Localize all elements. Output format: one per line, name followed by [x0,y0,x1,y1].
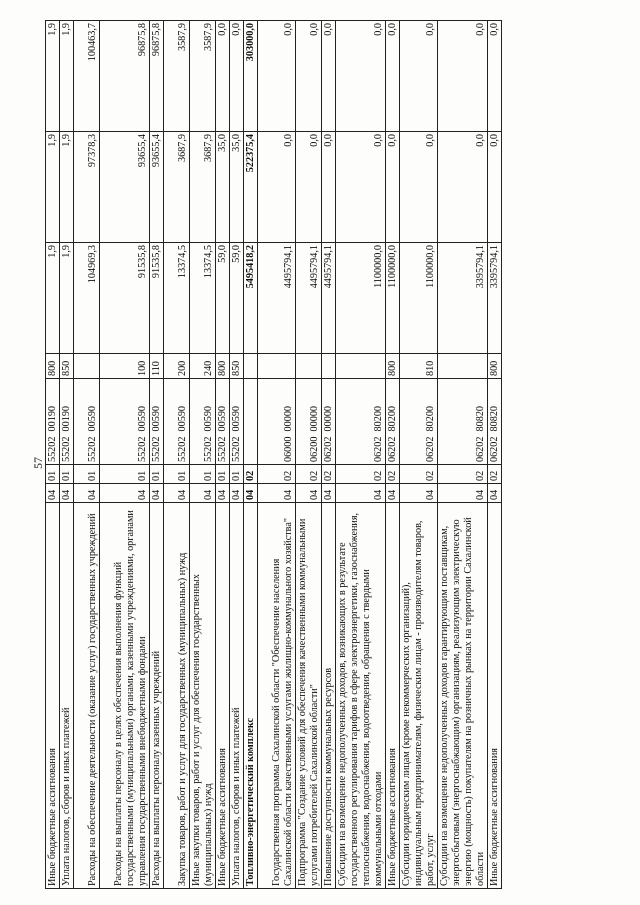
target-article-code-part-2: 00590 [231,405,242,432]
amount-year-3: 0,0 [488,21,502,132]
amount-year-1: 91535,8 [150,243,164,354]
amount-year-2: 522375,4 [244,132,258,243]
target-article-code [216,379,230,465]
expense-type-code: 810 [400,354,438,379]
expense-type-code: 850 [230,354,244,379]
amount-year-3: 96875,8 [150,21,164,132]
amount-year-3: 0,0 [258,21,296,132]
table-row [296,21,322,889]
amount-year-3: 0,0 [296,21,322,132]
amount-year-1: 104969,3 [74,243,100,354]
amount-year-3: 0,0 [230,21,244,132]
target-article-code-part-1: 06202 [387,436,398,462]
podrazdel-code: 01 [60,465,74,484]
table-row [230,21,244,889]
row-name: Топливно-энергетический комплекс [244,503,258,889]
podrazdel-code: 01 [150,465,164,484]
amount-year-2: 3687,9 [164,132,190,243]
razdel-code: 04 [322,484,336,503]
row-name: Субсидии на возмещение недополученных доходов гарантирующим поставщикам, энергосбытовым (энергоснабжающим) организациям, реализующим электрическую энергию (мощность) покупателям на розничных рынках на территории Сахалинской области [438,503,488,889]
amount-year-3: 0,0 [322,21,336,132]
target-article-code-part-1: 06202 [425,436,436,462]
row-name: Повышение доступности коммунальных ресурсов [322,503,336,889]
amount-year-2: 0,0 [488,132,502,243]
razdel-code: 04 [216,484,230,503]
razdel-code: 04 [336,484,386,503]
razdel-code: 04 [258,484,296,503]
target-article-code [336,379,386,465]
podrazdel-code: 01 [216,465,230,484]
target-article-code [100,379,150,465]
table-row [386,21,400,889]
podrazdel-code: 01 [164,465,190,484]
target-article-code [438,379,488,465]
target-article-code-part-1: 55202 [47,436,58,462]
target-article-code [74,379,100,465]
row-name: Расходы на выплаты персоналу в целях обеспечения выполнения функций государственными (муниципальными) органами, казенными учреждениями, органами управления государственными внебюджетными фондами [100,503,150,889]
podrazdel-code: 01 [190,465,216,484]
table-row [244,21,258,889]
amount-year-3: 0,0 [336,21,386,132]
row-name: Расходы на обеспечение деятельности (оказание услуг) государственных учреждений [74,503,100,889]
target-article-code-part-2: 00000 [323,405,334,432]
row-name: Закупка товаров, работ и услуг для государственных (муниципальных) нужд [164,503,190,889]
target-article-code-part-2: 00000 [283,405,294,432]
razdel-code: 04 [386,484,400,503]
row-name: Расходы на выплаты персоналу казенных учреждений [150,503,164,889]
expense-type-code [74,354,100,379]
amount-year-1: 1,9 [46,243,60,354]
podrazdel-code: 02 [296,465,322,484]
table-row [46,21,60,889]
podrazdel-code: 02 [258,465,296,484]
target-article-code [150,379,164,465]
table-row [164,21,190,889]
expense-type-code: 800 [46,354,60,379]
razdel-code: 04 [296,484,322,503]
expense-type-code: 850 [60,354,74,379]
razdel-code: 04 [100,484,150,503]
podrazdel-code: 01 [46,465,60,484]
amount-year-3: 1,9 [46,21,60,132]
table-row [400,21,438,889]
amount-year-2: 35,0 [216,132,230,243]
podrazdel-code: 02 [386,465,400,484]
expense-type-code: 240 [190,354,216,379]
target-article-code [164,379,190,465]
target-article-code-part-2: 00590 [203,405,214,432]
podrazdel-code: 01 [100,465,150,484]
budget-table-body [46,21,502,889]
amount-year-1: 5495418,2 [244,243,258,354]
target-article-code [190,379,216,465]
target-article-code-part-1: 06202 [373,436,384,462]
amount-year-3: 3587,9 [190,21,216,132]
expense-type-code [322,354,336,379]
table-row [322,21,336,889]
razdel-code: 04 [438,484,488,503]
target-article-code-part-1: 55202 [203,436,214,462]
table-row [438,21,488,889]
target-article-code-part-1: 55202 [177,436,188,462]
target-article-code-part-1: 55202 [61,436,72,462]
row-name: Государственная программа Сахалинской области "Обеспечение населения Сахалинской области качественными услугами жилищно-коммунального хозяйства" [258,503,296,889]
podrazdel-code: 02 [336,465,386,484]
amount-year-2: 0,0 [296,132,322,243]
amount-year-1: 59,0 [230,243,244,354]
target-article-code-part-2: 00000 [309,405,320,432]
amount-year-1: 1100000,0 [400,243,438,354]
podrazdel-code: 01 [74,465,100,484]
amount-year-2: 35,0 [230,132,244,243]
expense-type-code [258,354,296,379]
target-article-code-part-2: 00590 [137,405,148,432]
target-article-code-part-2: 00190 [61,405,72,432]
table-row [60,21,74,889]
amount-year-3: 3587,9 [164,21,190,132]
amount-year-2: 93655,4 [100,132,150,243]
podrazdel-code: 01 [230,465,244,484]
row-name: Уплата налогов, сборов и иных платежей [60,503,74,889]
amount-year-1: 13374,5 [164,243,190,354]
amount-year-1: 13374,5 [190,243,216,354]
podrazdel-code: 02 [488,465,502,484]
razdel-code: 04 [164,484,190,503]
target-article-code-part-1: 55202 [87,436,98,462]
amount-year-2: 0,0 [400,132,438,243]
target-article-code-part-2: 00590 [87,405,98,432]
row-name: Иные закупки товаров, работ и услуг для обеспечения государственных (муниципальных) нужд [190,503,216,889]
amount-year-3: 0,0 [400,21,438,132]
amount-year-2: 97378,3 [74,132,100,243]
razdel-code: 04 [190,484,216,503]
target-article-code-part-1: 55202 [137,436,148,462]
budget-table [45,20,502,889]
expense-type-code: 200 [164,354,190,379]
target-article-code-part-2: 00590 [217,405,228,432]
amount-year-2: 0,0 [336,132,386,243]
expense-type-code: 110 [150,354,164,379]
rotated-content [33,21,623,889]
target-article-code-part-1: 06202 [489,436,500,462]
target-article-code-part-2: 00590 [177,405,188,432]
target-article-code [230,379,244,465]
target-article-code-part-1: 55202 [217,436,228,462]
razdel-code: 04 [488,484,502,503]
table-row [336,21,386,889]
target-article-code [244,379,258,465]
amount-year-1: 59,0 [216,243,230,354]
row-name: Иные бюджетные ассигнования [386,503,400,889]
razdel-code: 04 [46,484,60,503]
amount-year-1: 91535,8 [100,243,150,354]
razdel-code: 04 [150,484,164,503]
target-article-code [46,379,60,465]
amount-year-2: 1,9 [60,132,74,243]
amount-year-1: 3395794,1 [438,243,488,354]
table-row [74,21,100,889]
target-article-code-part-1: 06202 [475,436,486,462]
amount-year-3: 0,0 [386,21,400,132]
target-article-code [488,379,502,465]
target-article-code-part-1: 06200 [309,436,320,462]
amount-year-2: 0,0 [438,132,488,243]
podrazdel-code: 02 [244,465,258,484]
amount-year-2: 0,0 [322,132,336,243]
expense-type-code: 800 [488,354,502,379]
target-article-code [258,379,296,465]
row-name: Субсидии на возмещение недополученных доходов, возникающих в результате государственного регулирования тарифов в сфере электроэнергетики, газоснабжения, теплоснабжения, водоснабжения, водоотведения, обращения с твердыми коммунальными отходами [336,503,386,889]
razdel-code: 04 [60,484,74,503]
target-article-code-part-2: 80200 [387,405,398,432]
target-article-code-part-2: 80200 [425,405,436,432]
razdel-code: 04 [74,484,100,503]
razdel-code: 04 [244,484,258,503]
table-row [100,21,150,889]
target-article-code-part-2: 00190 [47,405,58,432]
target-article-code [400,379,438,465]
expense-type-code: 800 [216,354,230,379]
amount-year-2: 1,9 [46,132,60,243]
target-article-code [60,379,74,465]
expense-type-code [244,354,258,379]
razdel-code: 04 [400,484,438,503]
amount-year-3: 100463,7 [74,21,100,132]
amount-year-1: 1,9 [60,243,74,354]
table-row [488,21,502,889]
row-name: Иные бюджетные ассигнования [216,503,230,889]
row-name: Иные бюджетные ассигнования [46,503,60,889]
expense-type-code: 100 [100,354,150,379]
amount-year-3: 0,0 [216,21,230,132]
target-article-code-part-1: 06202 [323,436,334,462]
row-name: Субсидии юридическим лицам (кроме некоммерческих организаций), индивидуальным предпринимателям, физическим лицам - производителям товаров, работ, услуг [400,503,438,889]
amount-year-2: 3687,9 [190,132,216,243]
amount-year-1: 1100000,0 [386,243,400,354]
row-name: Уплата налогов, сборов и иных платежей [230,503,244,889]
table-row [150,21,164,889]
target-article-code-part-1: 55202 [231,436,242,462]
podrazdel-code: 02 [322,465,336,484]
row-name: Подпрограмма "Создание условий для обеспечения качественными коммунальными услугами потребителей Сахалинской области" [296,503,322,889]
target-article-code-part-1: 06000 [283,436,294,462]
amount-year-2: 0,0 [258,132,296,243]
amount-year-3: 0,0 [438,21,488,132]
table-row [258,21,296,889]
expense-type-code [336,354,386,379]
target-article-code-part-2: 00590 [151,405,162,432]
page-number: 57 [31,457,45,469]
target-article-code [386,379,400,465]
amount-year-1: 4495794,1 [258,243,296,354]
amount-year-2: 0,0 [386,132,400,243]
target-article-code [296,379,322,465]
target-article-code-part-1: 55202 [151,436,162,462]
target-article-code-part-2: 80200 [373,405,384,432]
razdel-code: 04 [230,484,244,503]
target-article-code [322,379,336,465]
expense-type-code: 800 [386,354,400,379]
podrazdel-code: 02 [400,465,438,484]
table-row [190,21,216,889]
row-name: Иные бюджетные ассигнования [488,503,502,889]
target-article-code-part-2: 80820 [475,405,486,432]
amount-year-1: 1100000,0 [336,243,386,354]
amount-year-3: 96875,8 [100,21,150,132]
amount-year-3: 1,9 [60,21,74,132]
amount-year-2: 93655,4 [150,132,164,243]
table-row [216,21,230,889]
amount-year-1: 4495794,1 [322,243,336,354]
target-article-code-part-2: 80820 [489,405,500,432]
amount-year-1: 4495794,1 [296,243,322,354]
amount-year-1: 3395794,1 [488,243,502,354]
expense-type-code [438,354,488,379]
expense-type-code [296,354,322,379]
podrazdel-code: 02 [438,465,488,484]
amount-year-3: 303000,0 [244,21,258,132]
